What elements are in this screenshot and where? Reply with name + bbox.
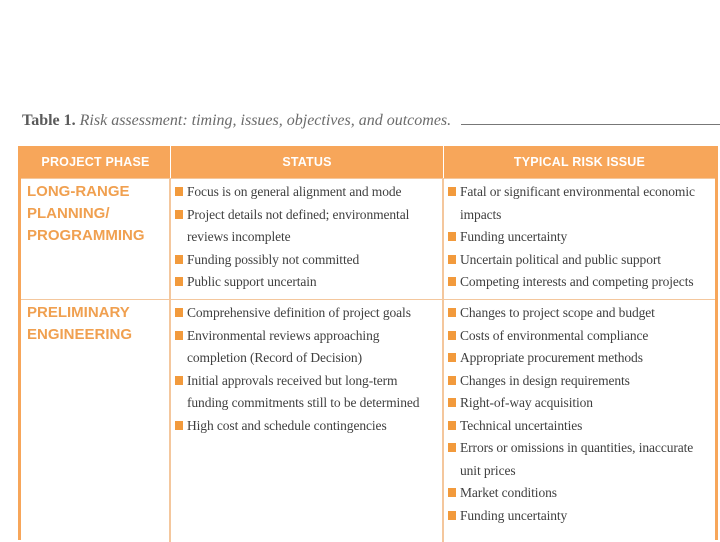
- risk-item: Right-of-way acquisition: [448, 392, 711, 415]
- status-item: Funding possibly not committed: [175, 249, 438, 272]
- risk-item: Funding uncertainty: [448, 505, 711, 528]
- risk-assessment-table: [18, 146, 718, 540]
- risk-item: Uncertain political and public support: [448, 249, 711, 272]
- phase-cell: PRELIMINARY ENGINEERING: [21, 300, 171, 542]
- risk-item: Changes to project scope and budget: [448, 302, 711, 325]
- status-item: High cost and schedule contingencies: [175, 415, 438, 438]
- risk-item: Competing interests and competing projects: [448, 271, 711, 294]
- risk-item: Changes in design requirements: [448, 370, 711, 393]
- status-item: Project details not defined; environmental reviews incomplete: [175, 204, 438, 249]
- status-item: Environmental reviews approaching completion (Record of Decision): [175, 325, 438, 370]
- status-cell: [171, 300, 444, 542]
- risk-cell: [444, 300, 715, 542]
- phase-cell: LONG-RANGE PLANNING/ PROGRAMMING: [21, 179, 171, 299]
- status-item: Initial approvals received but long-term funding commitments still to be determined: [175, 370, 438, 415]
- header-status: STATUS: [171, 146, 444, 178]
- caption-label: Table 1.: [22, 112, 76, 129]
- risk-item: Errors or omissions in quantities, inaccurate unit prices: [448, 437, 711, 482]
- table-row: [21, 299, 715, 542]
- table-header-row: [21, 146, 715, 178]
- risk-item: Technical uncertainties: [448, 415, 711, 438]
- risk-item: Costs of environmental compliance: [448, 325, 711, 348]
- risk-list: [448, 302, 711, 527]
- caption-text: Risk assessment: timing, issues, objectives, and outcomes.: [79, 112, 452, 129]
- table-row: [21, 178, 715, 299]
- risk-item: Appropriate procurement methods: [448, 347, 711, 370]
- risk-item: Market conditions: [448, 482, 711, 505]
- header-typical-risk-issue: TYPICAL RISK ISSUE: [513, 155, 646, 169]
- risk-item: Fatal or significant environmental economic impacts: [448, 181, 711, 226]
- status-item: Comprehensive definition of project goals: [175, 302, 438, 325]
- risk-cell: [444, 179, 715, 299]
- risk-item: Funding uncertainty: [448, 226, 711, 249]
- status-item: Focus is on general alignment and mode: [175, 181, 438, 204]
- status-list: [175, 181, 438, 294]
- header-project-phase: PROJECT PHASE: [21, 146, 171, 178]
- risk-list: [448, 181, 711, 294]
- status-cell: [171, 179, 444, 299]
- caption-rule: [461, 124, 720, 125]
- status-list: [175, 302, 438, 437]
- status-item: Public support uncertain: [175, 271, 438, 294]
- table-caption: [22, 110, 720, 132]
